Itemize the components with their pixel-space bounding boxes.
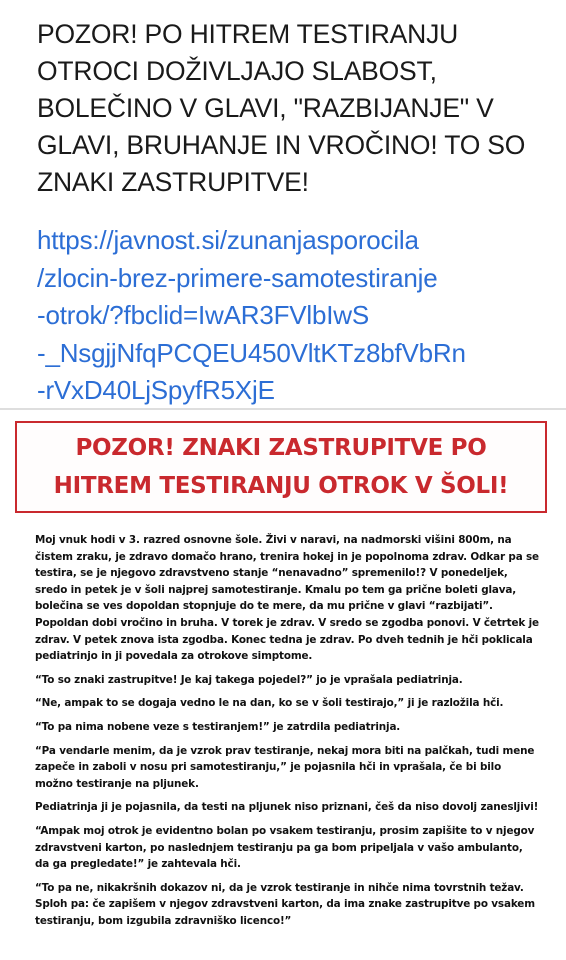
warning-banner (15, 421, 547, 513)
link-line: /zlocin-brez-primere-samotestiranje (37, 262, 438, 293)
link-line: -_NsgjjNfqPCQEU450VltKTz8bfVbRn (37, 337, 466, 368)
link-line: -otrok/?fbclid=IwAR3FVlbIwS (37, 300, 370, 330)
post-headline: POZOR! PO HITREM TESTIRANJU OTROCI DOŽIVLJAJO SLABOST, BOLEČINO V GLAVI, "RAZBIJANJE" V GLAVI, BRUHANJE IN VROČINO! TO SO ZNAKI ZASTRUPITVE! (37, 19, 526, 197)
article-paragraph: “To pa nima nobene veze s testiranjem!” je zatrdila pediatrinja. (35, 720, 401, 733)
article-body (35, 532, 540, 936)
article-paragraph: “Ne, ampak to se dogaja vedno le na dan, ko se v šoli testirajo,” ji je razložila hči. (35, 697, 504, 710)
link-line: https://javnost.si/zunanjasporocila (37, 225, 419, 255)
section-divider (0, 408, 566, 410)
article-paragraph: “To so znaki zastrupitve! Je kaj takega pojedel?” jo je vprašala pediatrinja. (35, 673, 463, 686)
article-paragraph: Pediatrinja ji je pojasnila, da testi na pljunek niso priznani, češ da niso dovolj zanesljivi! (35, 801, 539, 814)
article-paragraph: “To pa ne, nikakršnih dokazov ni, da je vzrok testiranje in nihče nima tovrstnih težav. Sploh pa: če zapišem v njegov zdravstveni karton, da ima znake zastrupitve po vsakem testiranju, bom izgubila zdravniško licenco!” (35, 881, 535, 927)
article-paragraph: “Pa vendarle menim, da je vzrok prav testiranje, nekaj mora biti na palčkah, tudi mene zapeče in zaboli v nosu pri samotestiranju,” je pojasnila hči in vprašala, če bi bilo možno testiranje na pljunek. (35, 744, 535, 790)
link-line: -rVxD40LjSpyfR5XjE (37, 375, 275, 405)
article-paragraph: Moj vnuk hodi v 3. razred osnovne šole. Živi v naravi, na nadmorski višini 800m, na čistem zraku, je zdravo domačo hrano, trenira hokej in je popolnoma zdrav. Odkar pa se testira, se je njegovo zdravstveno stanje “nenavadno” spremenilo!? V ponedeljek, sredo in petek je v šoli najprej samotestiranje. Kmalu po tem ga prične boleti glava, bolečina se ves dopoldan stopnjuje do te mere, da mu prične v glavi “razbijati”. Popoldan dobi vročino in bruha. V torek je zdrav. V sredo se zgodba ponovi. V četrtek je zdrav. V petek znova ista zgodba. Konec tedna je zdrav. Po dveh tednih je hči poklicala pediatrinjo in ji povedala za otrokove simptome. (35, 534, 539, 663)
banner-title-line-2: HITREM TESTIRANJU OTROK V ŠOLI! (53, 473, 509, 499)
post-text-panel (0, 0, 566, 408)
banner-title-line-1: POZOR! ZNAKI ZASTRUPITVE PO (75, 435, 487, 461)
article-link[interactable] (37, 222, 547, 410)
article-paragraph: “Ampak moj otrok je evidentno bolan po vsakem testiranju, prosim zapišite to v njegov zdravstveni karton, po naslednjem testiranju pa ga bom pripeljala v vašo ambulanto, da ga pregledate!” je zahtevala hči. (35, 824, 535, 871)
